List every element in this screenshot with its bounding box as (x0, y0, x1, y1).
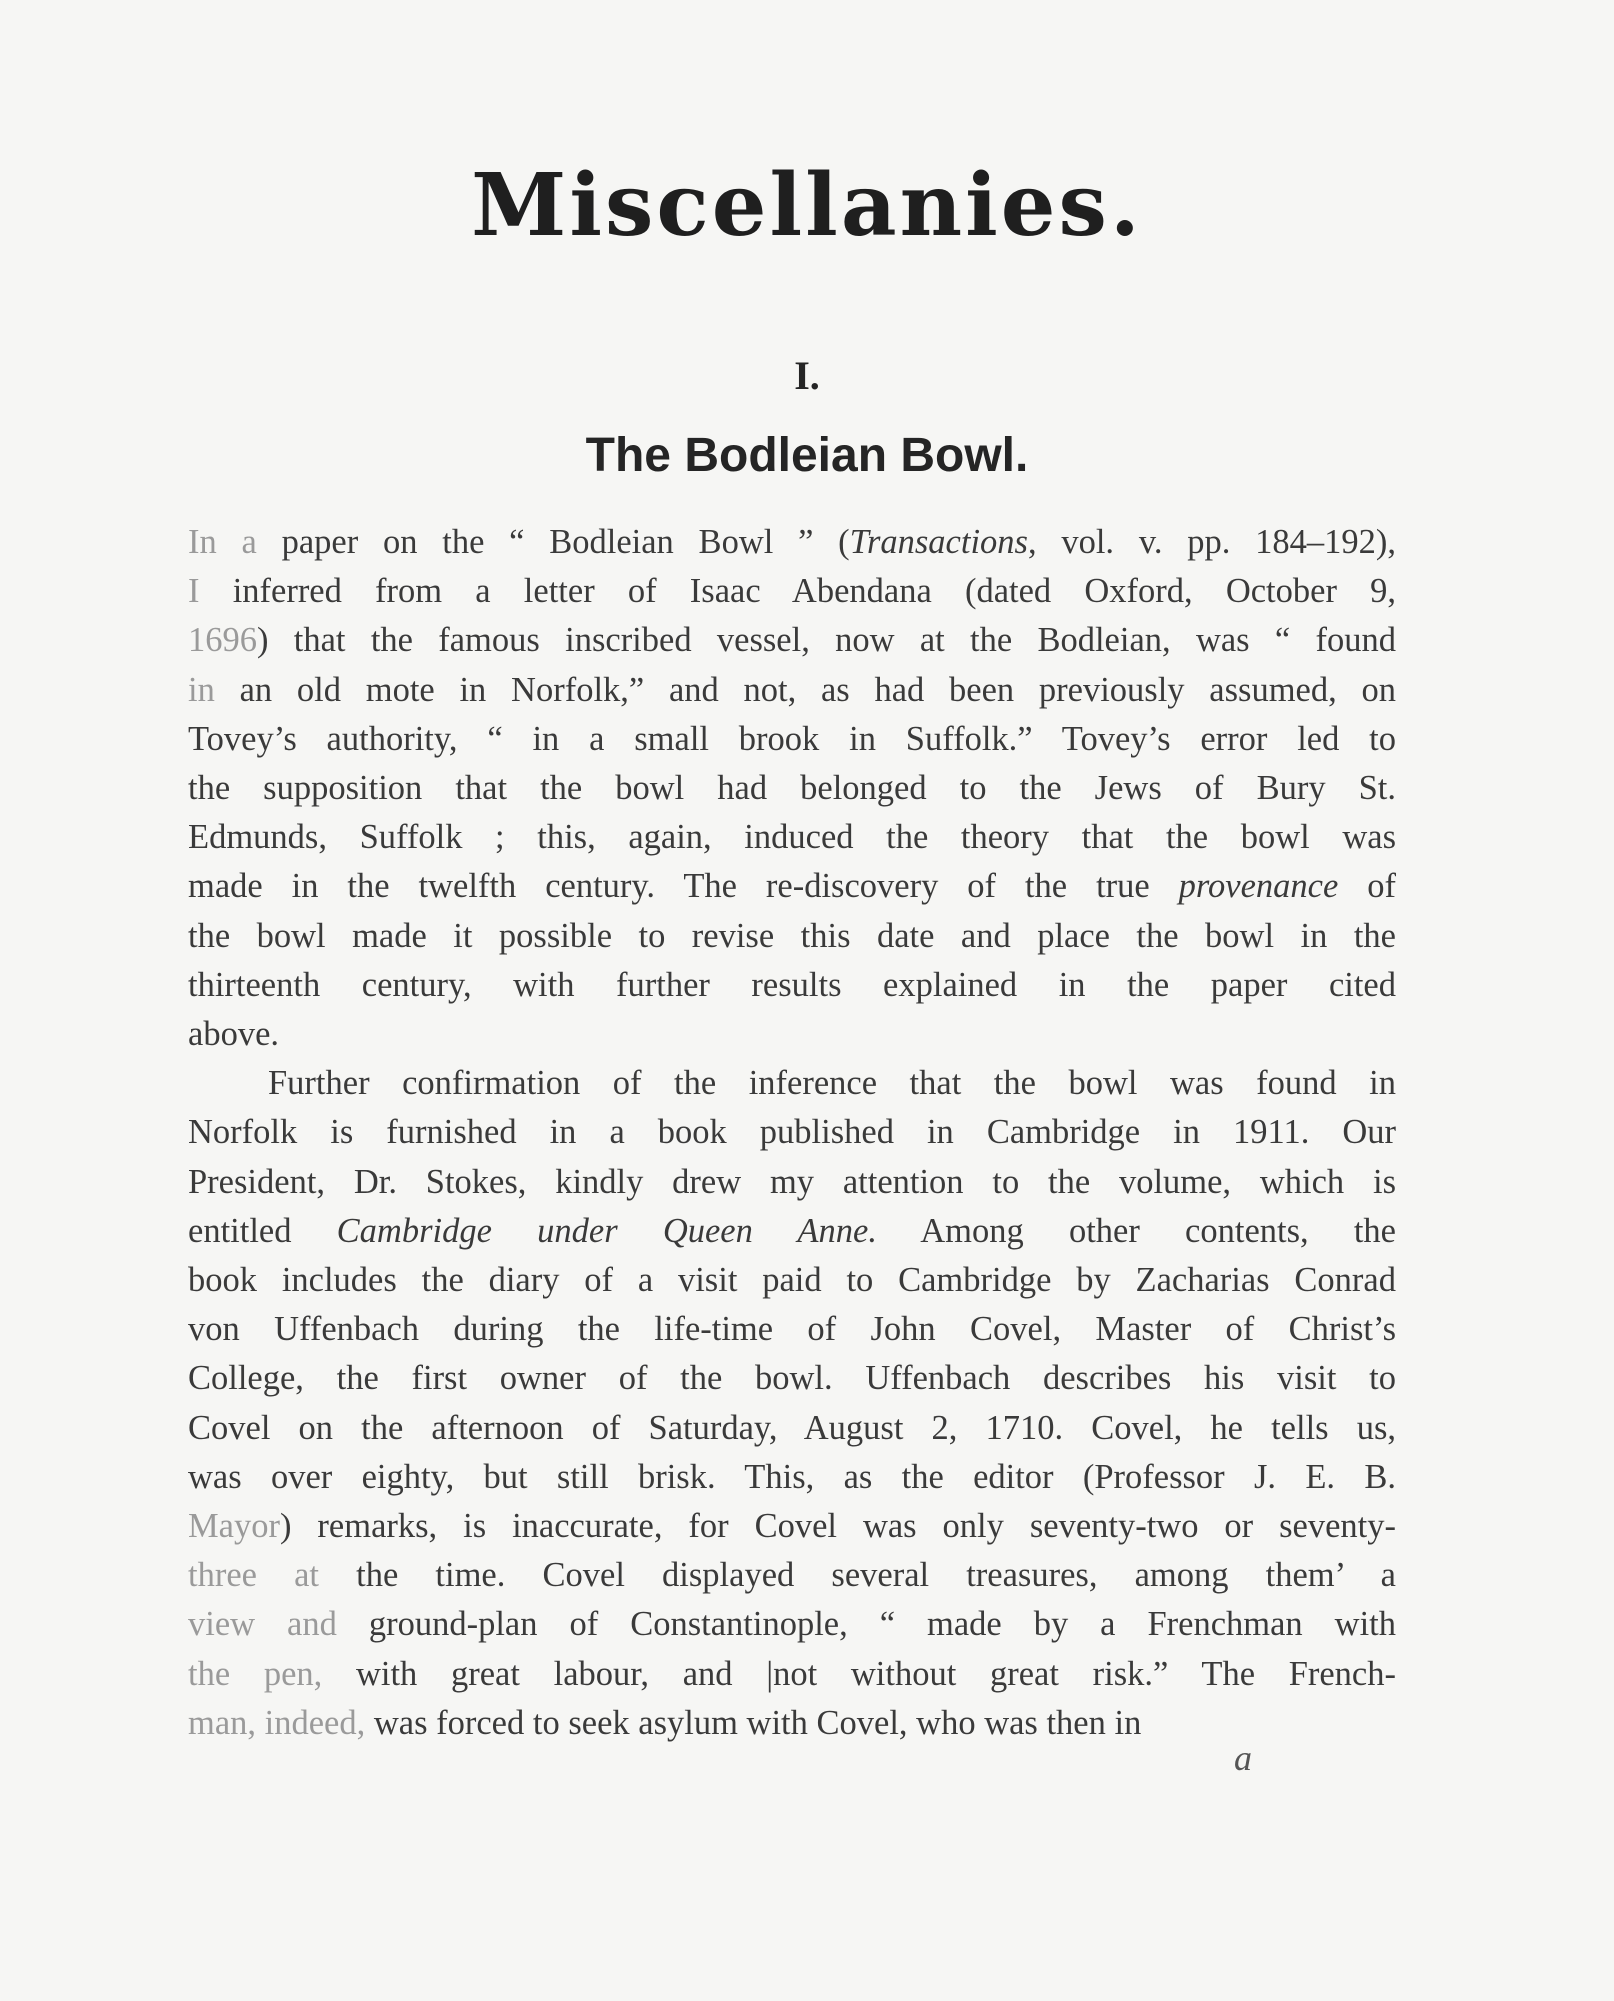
text-line (188, 1305, 1396, 1354)
text-run: Covel on the afternoon of Saturday, August 2, 1710. Covel, he tells us, (188, 1408, 1396, 1447)
text-run: an old mote in Norfolk,” and not, as had been previously assumed, on (239, 670, 1396, 709)
text-line (188, 1108, 1396, 1157)
paragraph (188, 1059, 1396, 1748)
text-run: Cambridge under Queen Anne. (336, 1211, 877, 1250)
text-run: von Uffenbach during the life-time of John Covel, Master of Christ’s (188, 1310, 1396, 1349)
text-line (188, 1059, 1396, 1108)
text-line (188, 1453, 1396, 1502)
text-run: ground-plan of Constantinople, “ made by a Frenchman with (368, 1605, 1396, 1644)
text-line (188, 666, 1396, 715)
text-run: the bowl made it possible to revise this date and place the bowl in the (188, 916, 1396, 955)
text-run: was forced to seek asylum with Covel, who was then in (373, 1703, 1142, 1742)
text-line (188, 1600, 1396, 1649)
text-line (188, 1010, 1396, 1059)
body-text (188, 518, 1396, 1748)
text-run: the supposition that the bowl had belonged to the Jews of Bury St. (188, 769, 1396, 808)
text-run: paper on the “ Bodleian Bowl ” ( (281, 523, 850, 561)
text-run: College, the first owner of the bowl. Uffenbach describes his visit to (188, 1359, 1396, 1398)
text-run: Norfolk is furnished in a book published in Cambridge in 1911. Our (188, 1113, 1396, 1152)
text-line (188, 1256, 1396, 1305)
text-line (188, 1551, 1396, 1600)
text-run: Edmunds, Suffolk ; this, again, induced the theory that the bowl was (188, 818, 1396, 857)
text-line (188, 1207, 1396, 1256)
text-line (188, 1158, 1396, 1207)
text-line (188, 1699, 1396, 1748)
text-run: , vol. v. pp. 184–192), (1027, 523, 1396, 561)
text-run: the pen, (188, 1654, 356, 1693)
paragraph (188, 518, 1396, 1059)
text-run: President, Dr. Stokes, kindly drew my attention to the volume, which is (188, 1162, 1396, 1201)
text-run: inferred from a letter of Isaac Abendana (dated Oxford, October 9, (232, 572, 1396, 611)
text-run: man, indeed, (188, 1703, 374, 1742)
text-line (188, 1650, 1396, 1699)
text-line (188, 961, 1396, 1010)
signature-mark: a (1234, 1738, 1252, 1778)
text-run: Mayor (188, 1507, 280, 1546)
text-line (188, 912, 1396, 961)
text-run: provenance (1178, 867, 1339, 906)
text-line (188, 1502, 1396, 1551)
text-run: was over eighty, but still brisk. This, as the editor (Professor J. E. B. (188, 1457, 1396, 1496)
text-run: of (1338, 867, 1396, 906)
text-line (188, 764, 1396, 813)
text-line (188, 567, 1396, 616)
text-run: with great labour, and |not without great risk.” The French- (355, 1654, 1396, 1693)
text-run: entitled (188, 1211, 337, 1250)
text-run: Further confirmation of the inference that the bowl was found in (268, 1064, 1396, 1103)
text-run: Among other contents, the (876, 1211, 1396, 1250)
section-number: I. (794, 353, 820, 398)
text-run: the time. Covel displayed several treasures, among them’ a (356, 1556, 1396, 1595)
text-run: three at (188, 1556, 357, 1595)
text-line (188, 1404, 1396, 1453)
text-run: thirteenth century, with further results explained in the paper cited (188, 965, 1396, 1004)
page-title: Miscellanies. (471, 155, 1143, 256)
text-run: above. (188, 1015, 280, 1054)
text-line (188, 616, 1396, 665)
text-line (188, 518, 1396, 567)
text-run: 1696 (188, 621, 257, 660)
text-run: I (188, 572, 233, 611)
text-run: ) remarks, is inaccurate, for Covel was only seventy-two or seventy- (279, 1507, 1396, 1546)
text-line (188, 813, 1396, 862)
text-line (188, 862, 1396, 911)
text-run: ) that the famous inscribed vessel, now at the Bodleian, was “ found (257, 621, 1396, 660)
text-line (188, 715, 1396, 764)
text-run: made in the twelfth century. The re-discovery of the true (188, 867, 1179, 906)
text-run: book includes the diary of a visit paid to Cambridge by Zacharias Conrad (188, 1261, 1396, 1300)
text-run: In a (188, 523, 282, 561)
text-run: Tovey’s authority, “ in a small brook in Suffolk.” Tovey’s error led to (188, 719, 1396, 758)
text-line (188, 1354, 1396, 1403)
text-run: Transactions (849, 523, 1028, 561)
text-run: in (188, 670, 240, 709)
section-title: The Bodleian Bowl. (585, 429, 1029, 482)
text-run: view and (188, 1605, 369, 1644)
